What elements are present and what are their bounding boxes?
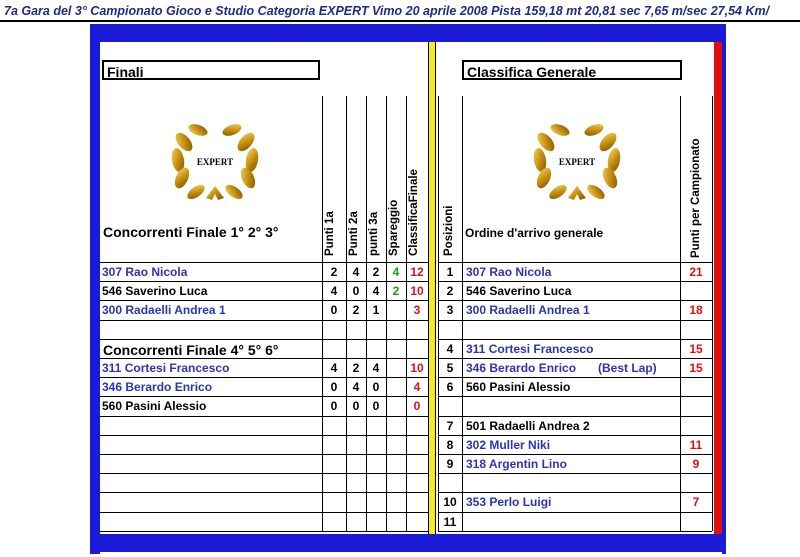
spareggio-value: 4 xyxy=(392,265,400,279)
right-red-bar xyxy=(714,42,722,534)
punti-2a-value: 2 xyxy=(352,303,360,318)
center-yellow-divider xyxy=(428,42,436,534)
championship-points: 21 xyxy=(689,265,703,279)
arrival-name: 346 Berardo Enrico xyxy=(466,361,577,375)
arrival-name: 307 Rao Nicola xyxy=(466,265,552,279)
header-posizioni: Posizioni xyxy=(443,205,455,256)
classifica-finale-value: 10 xyxy=(410,284,424,299)
position-number: 6 xyxy=(446,380,454,395)
spareggio-value xyxy=(386,378,406,397)
grid-hline xyxy=(100,339,428,340)
group2-title: Concorrenti Finale 4° 5° 6° xyxy=(103,342,279,358)
arrival-name xyxy=(466,513,596,532)
punti-1a-value: 0 xyxy=(330,380,338,395)
classifica-finale-value: 12 xyxy=(410,265,424,279)
grid-hline xyxy=(100,473,428,474)
arrival-name: 311 Cortesi Francesco xyxy=(466,341,594,356)
competitor-name: 546 Saverino Luca xyxy=(102,284,208,299)
competitor-name: 346 Berardo Enrico xyxy=(102,380,213,395)
header-spareggio: Spareggio xyxy=(388,199,400,256)
header-punti-1a: Punti 1a xyxy=(324,211,336,256)
classifica-section-title: Classifica Generale xyxy=(462,60,682,80)
competitor-name: 300 Radaelli Andrea 1 xyxy=(102,303,226,318)
position-number: 9 xyxy=(446,457,454,471)
championship-points: 7 xyxy=(692,495,700,510)
results-sheet xyxy=(100,42,714,534)
championship-points: 15 xyxy=(689,341,703,356)
classifica-finale-value: 3 xyxy=(413,303,421,318)
competitor-name: 560 Pasini Alessio xyxy=(102,399,207,414)
position-number: 10 xyxy=(443,495,457,510)
punti-1a-value: 4 xyxy=(330,361,338,375)
finali-section-title: Finali xyxy=(102,60,320,80)
punti-2a-value: 4 xyxy=(352,380,360,395)
classifica-finale-value: 4 xyxy=(413,380,421,395)
punti-3a-value: 4 xyxy=(372,361,380,375)
championship-points: 11 xyxy=(689,437,703,452)
best-lap-note: (Best Lap) xyxy=(598,361,657,375)
punti-1a-value: 0 xyxy=(330,303,338,318)
arrival-name: 546 Saverino Luca xyxy=(466,284,572,299)
grid-hline xyxy=(100,454,428,455)
arrival-name: 560 Pasini Alessio xyxy=(466,380,571,395)
classifica-finale-value: 0 xyxy=(413,399,421,414)
grid-hline xyxy=(100,435,428,436)
competitor-name: 311 Cortesi Francesco xyxy=(102,361,230,375)
punti-2a-value: 4 xyxy=(352,265,360,279)
punti-1a-value: 0 xyxy=(330,399,338,414)
grid-hline xyxy=(100,512,428,513)
frame-top-border xyxy=(90,24,726,42)
position-number: 2 xyxy=(446,284,454,299)
frame-right-border xyxy=(722,24,726,554)
document-title: 7a Gara del 3° Campionato Gioco e Studio Categoria EXPERT Vimo 20 aprile 2008 Pista 159,18 mt 20,81 sec 7,65 m/sec 27,54 Km/ xyxy=(0,0,800,22)
championship-points xyxy=(680,282,712,301)
classifica-finale-value: 10 xyxy=(410,361,424,375)
punti-1a-value: 2 xyxy=(330,265,338,279)
spareggio-value xyxy=(386,397,406,416)
punti-2a-value: 2 xyxy=(352,361,360,375)
arrival-name: 501 Radaelli Andrea 2 xyxy=(466,418,590,433)
header-punti-2a: Punti 2a xyxy=(348,211,360,256)
punti-2a-value: 0 xyxy=(352,284,360,299)
group1-title: Concorrenti Finale 1° 2° 3° xyxy=(103,224,279,240)
position-number: 11 xyxy=(443,514,457,529)
arrival-name: 302 Muller Niki xyxy=(466,437,551,452)
frame-left-border xyxy=(90,24,100,554)
championship-points xyxy=(680,513,712,532)
championship-points xyxy=(680,417,712,436)
grid-hline xyxy=(100,492,428,493)
championship-points xyxy=(680,378,712,397)
punti-3a-value: 0 xyxy=(372,380,380,395)
arrival-name: 318 Argentin Lino xyxy=(466,457,567,471)
spareggio-value xyxy=(386,301,406,320)
spareggio-value: 2 xyxy=(392,284,400,299)
arrival-name: 353 Perlo Luigi xyxy=(466,495,552,510)
championship-points: 18 xyxy=(689,303,703,318)
championship-points: 15 xyxy=(689,361,703,375)
spareggio-value xyxy=(386,359,406,378)
punti-3a-value: 2 xyxy=(372,265,380,279)
position-number: 5 xyxy=(446,361,454,375)
championship-points: 9 xyxy=(692,457,700,471)
position-number: 8 xyxy=(446,437,454,452)
competitor-name: 307 Rao Nicola xyxy=(102,265,188,279)
position-number: 3 xyxy=(446,303,454,318)
header-punti-campionato: Punti per Campionato xyxy=(690,138,702,258)
position-number: 4 xyxy=(446,341,454,356)
punti-3a-value: 1 xyxy=(372,303,380,318)
arrival-name: 300 Radaelli Andrea 1 xyxy=(466,303,590,318)
grid-vline xyxy=(712,96,713,531)
ordine-arrivo-header: Ordine d'arrivo generale xyxy=(465,226,604,240)
grid-hline xyxy=(100,531,428,532)
logo-text-left: EXPERT xyxy=(196,157,234,167)
header-classifica-finale: ClassificaFinale xyxy=(408,169,420,256)
expert-wreath-logo-left xyxy=(160,120,270,202)
frame-bottom-border xyxy=(90,534,726,552)
logo-text-right: EXPERT xyxy=(558,157,596,167)
grid-vline xyxy=(462,96,463,531)
punti-1a-value: 4 xyxy=(330,284,338,299)
position-number: 1 xyxy=(446,265,454,279)
punti-3a-value: 0 xyxy=(372,399,380,414)
punti-2a-value: 0 xyxy=(352,399,360,414)
expert-wreath-logo-right xyxy=(522,120,632,202)
header-punti-3a: punti 3a xyxy=(368,211,380,256)
punti-3a-value: 4 xyxy=(372,284,380,299)
position-number: 7 xyxy=(446,418,454,433)
